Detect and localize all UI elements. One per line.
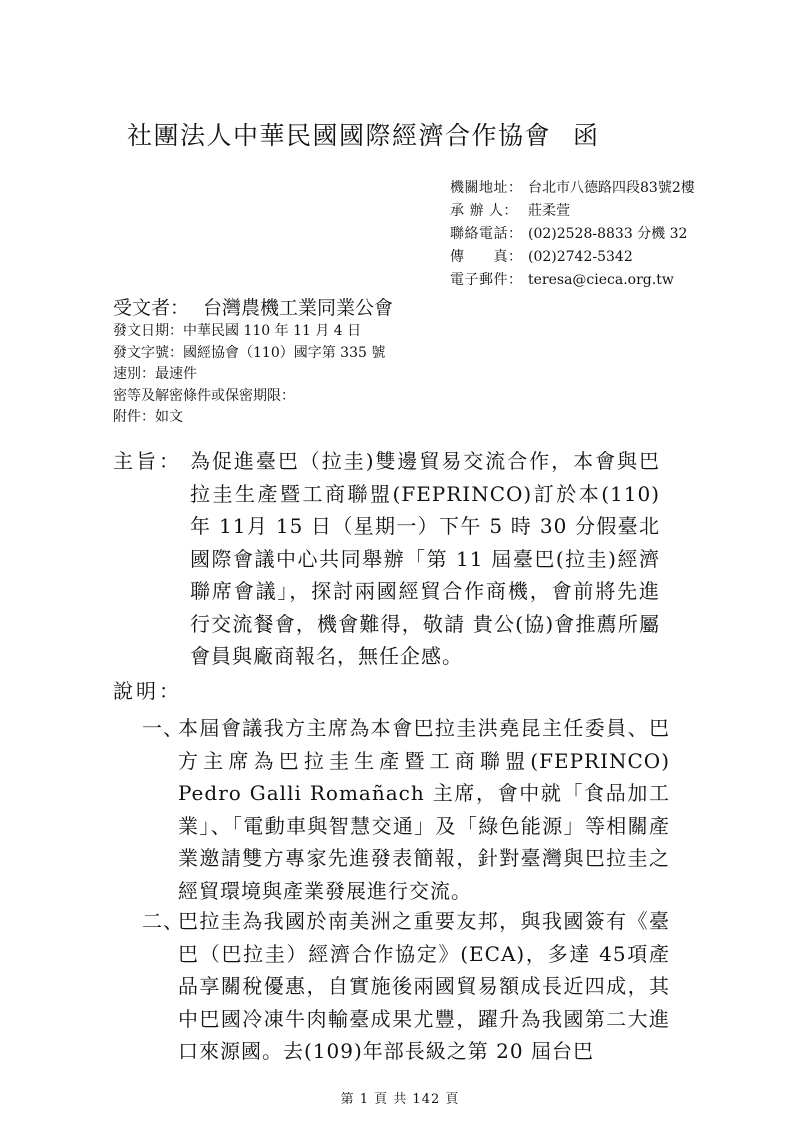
urgency: 速別：最速件 <box>113 366 197 383</box>
contact-row-handler <box>450 200 695 223</box>
contact-label: 機關地址： <box>450 180 523 196</box>
contact-value: teresa@cieca.org.tw <box>528 272 674 288</box>
contact-value: 台北市八德路四段83號2樓 <box>528 180 695 196</box>
description-label: 說明： <box>113 679 182 703</box>
item-text: 本屆會議我方主席為本會巴拉圭洪堯昆主任委員、巴方主席為巴拉圭生產暨工商聯盟(FEPRINCO) Pedro Galli Romañach 主席，會中就「食品加工業」、「電動車與智慧交通」及「綠色能源」等相關產業邀請雙方專家先進發表簡報，針對臺灣與巴拉圭之經貿環境與產業發展進行交流。 <box>178 716 670 903</box>
description-item <box>142 712 670 907</box>
dispatch-number: 發文字號：國經協會（110）國字第 335 號 <box>113 344 386 361</box>
dispatch-meta <box>113 321 385 429</box>
contact-row-email <box>450 269 695 292</box>
contact-label: 傳 真： <box>450 249 523 265</box>
recipient-label: 受文者： <box>113 297 190 319</box>
contact-value: 莊柔萱 <box>528 203 570 219</box>
doc-kind: 函 <box>573 121 600 150</box>
item-number: 二、 <box>142 909 184 933</box>
recipient-value: 台灣農機工業同業公會 <box>203 297 394 319</box>
contact-label: 電子郵件： <box>450 272 523 288</box>
org-title: 社團法人中華民國國際經濟合作協會 <box>127 121 552 150</box>
contact-label: 聯絡電話： <box>450 226 523 242</box>
contact-row-phone <box>450 223 695 246</box>
item-text: 巴拉圭為我國於南美洲之重要友邦，與我國簽有《臺巴（巴拉圭）經濟合作協定》(ECA)，多達 45項產品享關稅優惠，自實施後兩國貿易額成長近四成，其中巴國冷凍牛肉輸臺成果尤豐，躍升為我國第二大進口來源國。去(109)年部長級之第 20 屆台巴 <box>178 909 670 1063</box>
attachment: 附件：如文 <box>113 409 183 426</box>
document-title <box>127 116 600 152</box>
contact-value: (02)2742-5342 <box>528 249 633 265</box>
contact-block <box>450 177 695 292</box>
description-item <box>142 905 670 1068</box>
item-number: 一、 <box>142 716 184 740</box>
page-footer: 第 1 頁 共 142 頁 <box>340 1092 460 1107</box>
contact-label: 承 辦 人： <box>450 203 518 219</box>
contact-value: (02)2528-8833 分機 32 <box>528 226 688 242</box>
recipient-line <box>113 293 393 320</box>
contact-row-fax <box>450 246 695 269</box>
contact-row-address <box>450 177 695 200</box>
dispatch-date: 發文日期：中華民國 110 年 11 月 4 日 <box>113 323 362 339</box>
subject-text: 為促進臺巴（拉圭)雙邊貿易交流合作，本會與巴拉圭生產暨工商聯盟(FEPRINCO)訂於本(110)年 11月 15 日（星期一）下午 5 時 30 分假臺北國際會議中心共同舉辦「第 11 屆臺巴(拉圭)經濟聯席會議」，探討兩國經貿合作商機，會前將先進行交流餐會，機會難得，敬請 貴公(協)會推薦所屬會員與廠商報名，無任企感。 <box>190 449 660 668</box>
subject-label: 主旨： <box>113 449 182 473</box>
confidentiality: 密等及解密條件或保密期限： <box>113 387 295 404</box>
